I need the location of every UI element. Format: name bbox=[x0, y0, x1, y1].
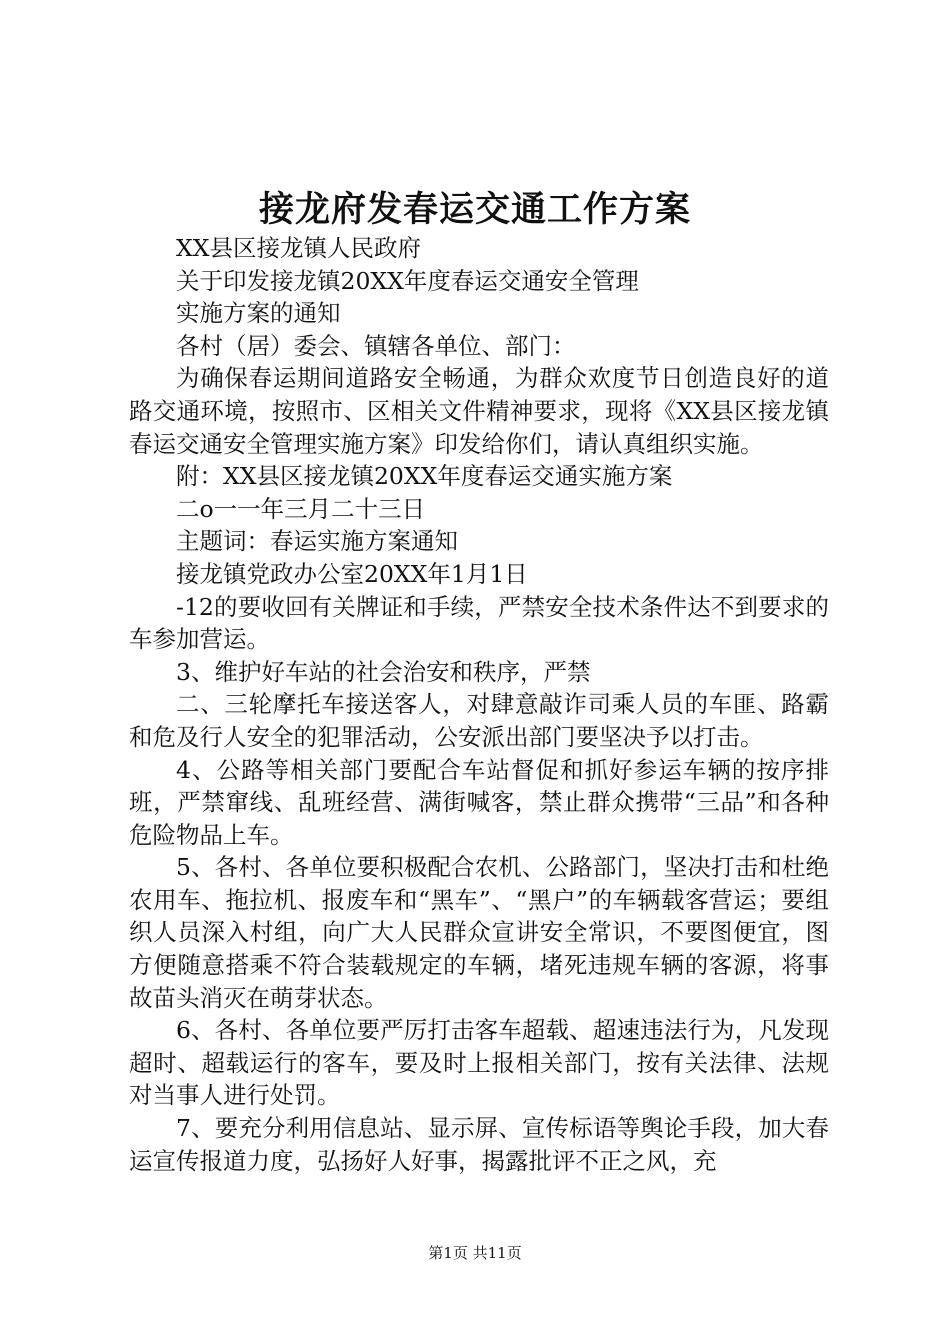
document-title: 接龙府发春运交通工作方案 bbox=[258, 189, 691, 230]
paragraph-item-7: 7、要充分利用信息站、显示屏、宣传标语等舆论手段，加大春运宣传报道力度，弘扬好人好事，揭露批评不正之风，充 bbox=[129, 1114, 829, 1175]
document-body bbox=[129, 232, 829, 1177]
paragraph-item-5: 5、各村、各单位要积极配合农机、公路部门，坚决打击和杜绝农用车、拖拉机、报废车和“黑车”、“黑户”的车辆载客营运；要组织人员深入村组，向广大人民群众宣讲安全常识，不要图便宜，图方便随意搭乘不符合装载规定的车辆，堵死违规车辆的客源，将事故苗头消灭在萌芽状态。 bbox=[129, 853, 829, 1012]
paragraph-notice-title-line1: 关于印发接龙镇20XX年度春运交通安全管理 bbox=[176, 266, 639, 295]
paragraph-recipients: 各村（居）委会、镇辖各单位、部门： bbox=[176, 331, 576, 360]
paragraph-notice-title-line2: 实施方案的通知 bbox=[176, 299, 341, 328]
paragraph-purpose: 为确保春运期间道路安全畅通，为群众欢度节日创造良好的道路交通环境，按照市、区相关文件精神要求，现将《XX县区接龙镇春运交通安全管理实施方案》印发给你们，请认真组织实施。 bbox=[129, 364, 829, 458]
paragraph-item-3-cont: 二、三轮摩托车接送客人，对肆意敲诈司乘人员的车匪、路霸和危及行人安全的犯罪活动，公安派出部门要坚决予以打击。 bbox=[129, 690, 829, 751]
paragraph-issuer: XX县区接龙镇人民政府 bbox=[176, 234, 421, 262]
paragraph-item-6: 6、各村、各单位要严厉打击客车超载、超速违法行为，凡发现超时、超载运行的客车，要及时上报相关部门，按有关法律、法规对当事人进行处罚。 bbox=[129, 1016, 829, 1110]
page-footer: 第1页 共11页 bbox=[428, 1244, 522, 1262]
paragraph-attachment: 附：XX县区接龙镇20XX年度春运交通实施方案 bbox=[176, 462, 673, 491]
paragraph-office: 接龙镇党政办公室20XX年1月1日 bbox=[176, 559, 528, 588]
paragraph-item-4: 4、公路等相关部门要配合车站督促和抓好参运车辆的按序排班，严禁窜线、乱班经营、满街喊客，禁止群众携带“三品”和各种危险物品上车。 bbox=[129, 755, 829, 849]
paragraph-date: 二o一一年三月二十三日 bbox=[176, 494, 426, 523]
paragraph-item-license: -12的要收回有关牌证和手续，严禁安全技术条件达不到要求的车参加营运。 bbox=[129, 592, 829, 654]
paragraph-item-3: 3、维护好车站的社会治安和秩序，严禁 bbox=[176, 657, 591, 686]
paragraph-keywords: 主题词：春运实施方案通知 bbox=[176, 527, 458, 556]
